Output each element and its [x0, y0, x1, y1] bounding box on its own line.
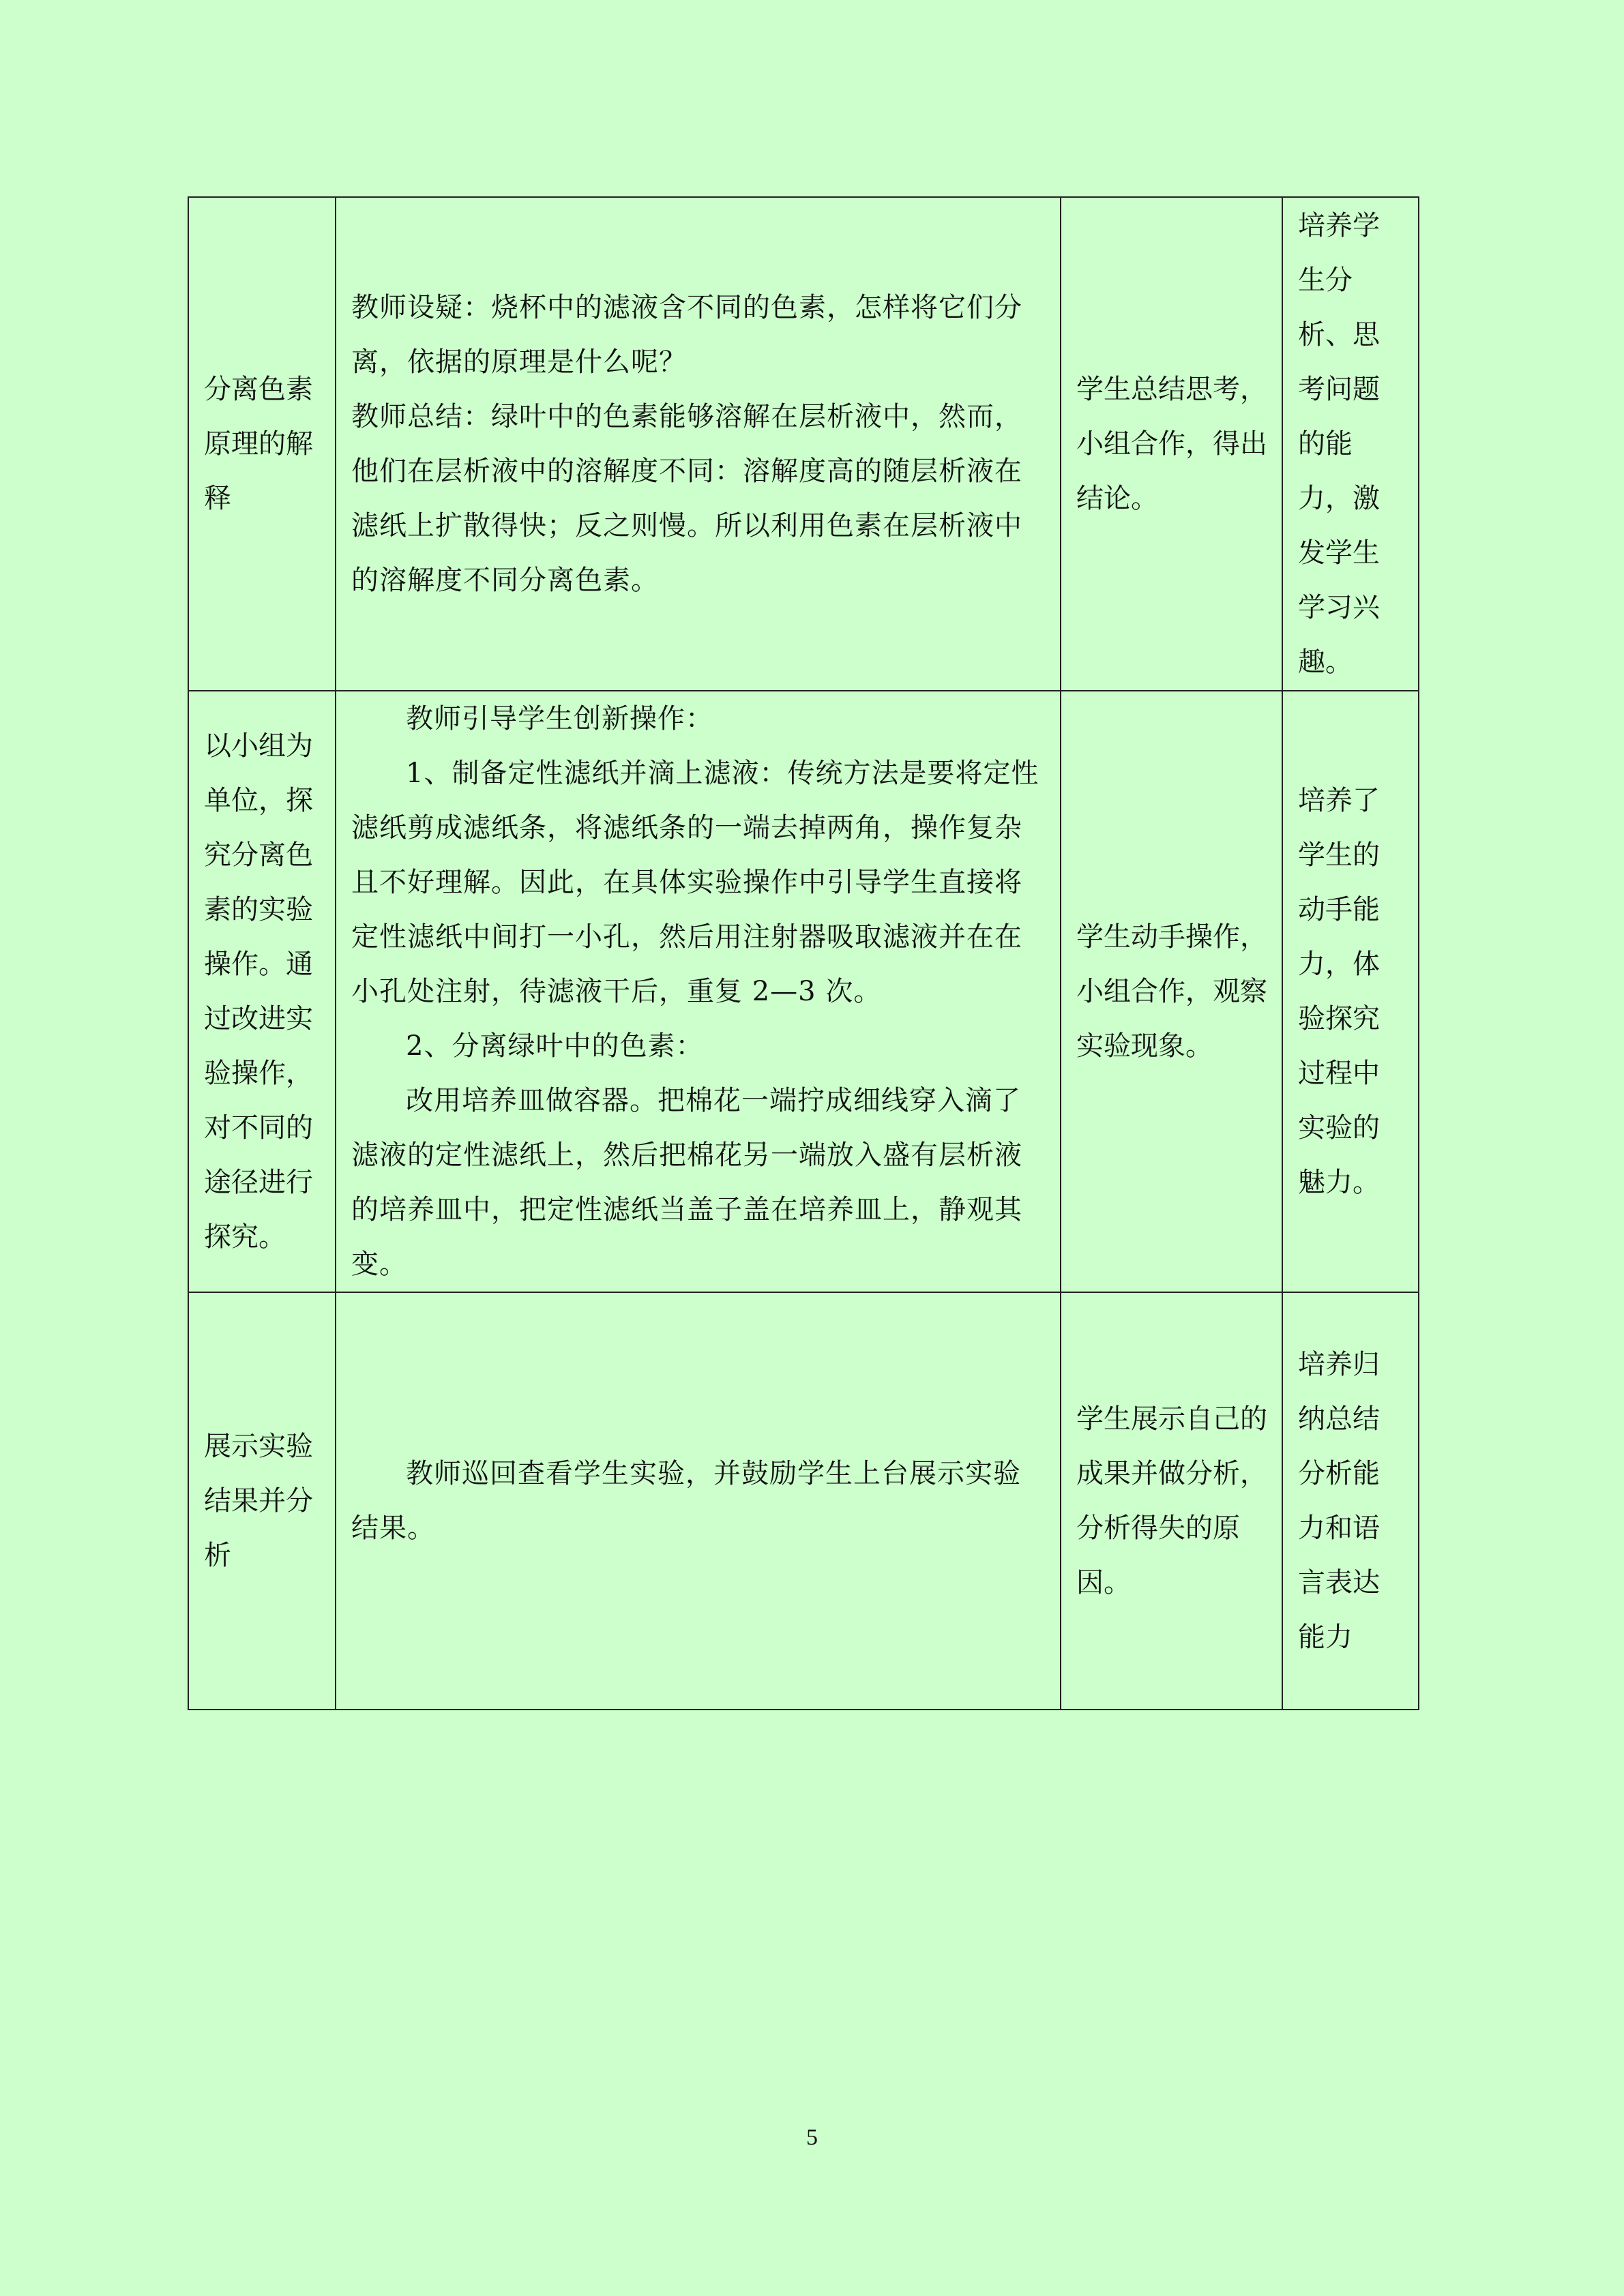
teacher-activity-cell [336, 691, 1061, 1292]
purpose-text: 培养了学生的动手能力，体验探究过程中实验的魅力。 [1298, 785, 1380, 1198]
student-text: 学生总结思考，小组合作，得出结论。 [1076, 374, 1267, 514]
student-text: 学生展示自己的成果并做分析，分析得失的原因。 [1076, 1403, 1267, 1598]
teacher-activity-cell [336, 197, 1061, 691]
stage-text: 分离色素原理的解释 [204, 374, 313, 514]
stage-cell [188, 691, 336, 1292]
student-activity-cell [1061, 1292, 1282, 1710]
teacher-paragraph: 教师巡回查看学生实验，并鼓励学生上台展示实验结果。 [351, 1458, 1021, 1544]
teacher-paragraph: 2、分离绿叶中的色素： [406, 1030, 704, 1062]
teacher-paragraph: 教师设疑：烧杯中的滤液含不同的色素，怎样将它们分离，依据的原理是什么呢？ [351, 292, 1022, 378]
purpose-text: 培养归纳总结分析能力和语言表达能力 [1298, 1349, 1380, 1653]
stage-text: 展示实验结果并分析 [204, 1431, 313, 1571]
lesson-plan-table [188, 196, 1419, 1710]
purpose-text: 培养学生分析、思考问题的能力，激发学生学习兴趣。 [1298, 210, 1380, 678]
stage-cell [188, 1292, 336, 1710]
design-purpose-cell [1282, 197, 1419, 691]
teacher-activity-cell [336, 1292, 1061, 1710]
stage-cell [188, 197, 336, 691]
student-activity-cell [1061, 197, 1282, 691]
teacher-paragraph: 改用培养皿做容器。把棉花一端拧成细线穿入滴了滤液的定性滤纸上，然后把棉花另一端放入盛有层析液的培养皿中，把定性滤纸当盖子盖在培养皿上，静观其变。 [351, 1085, 1022, 1280]
table-row [188, 197, 1419, 691]
table-row [188, 691, 1419, 1292]
teacher-paragraph: 教师引导学生创新操作： [406, 703, 713, 734]
teacher-paragraph: 教师总结：绿叶中的色素能够溶解在层析液中，然而，他们在层析液中的溶解度不同：溶解度高的随层析液在滤纸上扩散得快；反之则慢。所以利用色素在层析液中的溶解度不同分离色素。 [351, 401, 1022, 596]
table-row [188, 1292, 1419, 1710]
design-purpose-cell [1282, 691, 1419, 1292]
page-number: 5 [806, 2125, 818, 2150]
stage-text: 以小组为单位，探究分离色素的实验操作。通过改进实验操作，对不同的途径进行探究。 [204, 730, 313, 1253]
student-text: 学生动手操作，小组合作，观察实验现象。 [1076, 921, 1267, 1062]
student-activity-cell [1061, 691, 1282, 1292]
teacher-paragraph: 1、制备定性滤纸并滴上滤液：传统方法是要将定性滤纸剪成滤纸条，将滤纸条的一端去掉两角，操作复杂且不好理解。因此，在具体实验操作中引导学生直接将定性滤纸中间打一小孔，然后用注射器吸取滤液并在在小孔处注射，待滤液干后，重复 2—3 次。 [351, 758, 1039, 1007]
design-purpose-cell [1282, 1292, 1419, 1710]
